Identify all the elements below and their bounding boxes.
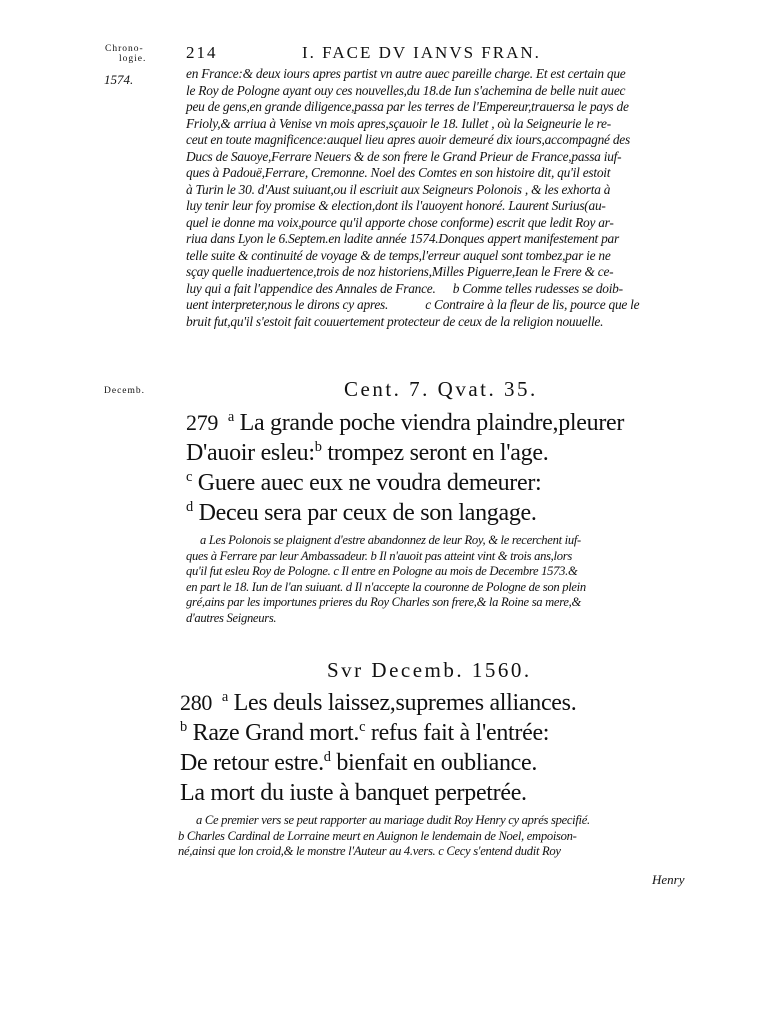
prose-line (186, 281, 714, 298)
prose-block (186, 66, 714, 330)
verse-text: Deceu sera par ceux de son langage. (198, 500, 537, 526)
verse-text: D'auoir esleu: (186, 440, 315, 466)
prose-line: peu de gens,en grande diligence,passa par les terres de l'Empereur,trauersa le pays de (186, 99, 629, 114)
note-line: gré,ains par les importunes prieres du Roy Charles son frere,& la Roine sa mere,& (186, 595, 581, 609)
verse-line (186, 468, 541, 498)
verse-line (180, 688, 576, 718)
prose-line: Frioly,& arriua à Venise vn mois apres,sçauoir le 18. Iullet , où la Seigneurie le re- (186, 115, 611, 131)
notes-block-279 (186, 533, 720, 626)
section-heading-decemb-1560: Svr Decemb. 1560. (327, 658, 532, 682)
verse-line (180, 778, 527, 808)
note-mark: a (221, 689, 228, 705)
prose-line: à Turin le 30. d'Aust suiuant,ou il escriuit aux Seigneurs Polonois , & les exhorta à (186, 181, 611, 197)
note-mark: d (323, 749, 331, 765)
prose-line-text: luy qui a fait l'appendice des Annales de France. (186, 280, 436, 296)
verse-line (186, 498, 537, 528)
prose-line: en France:& deux iours apres partist vn autre auec pareille charge. Et est certain que (186, 66, 626, 81)
note-mark: b (314, 439, 322, 455)
verse-line (180, 748, 537, 778)
note-line: a Les Polonois se plaignent d'estre abandonnez de leur Roy, & le recerchent iuf- (200, 533, 581, 547)
prose-line: luy tenir leur foy promise & election,dont ils l'auoyent honoré. Laurent Surius(au- (186, 198, 606, 213)
margin-year: 1574. (104, 72, 134, 87)
verse-text: La grande poche viendra plaindre,pleurer (239, 410, 625, 436)
verse-text: trompez seront en l'age. (321, 440, 549, 466)
page-number: 214 (186, 43, 218, 62)
prose-line: Ducs de Sauoye,Ferrare Neuers & de son frere le Grand Prieur de France,passa iuf- (186, 148, 622, 164)
quatrain-number: 280 (180, 690, 213, 715)
quatrain-number: 279 (186, 410, 219, 435)
prose-line: sçay quelle inaduertence,trois de noz historiens,Milles Piguerre,Iean le Frere & ce- (186, 264, 614, 279)
verse-text: Raze Grand mort. (192, 720, 360, 746)
note-line: ques à Ferrare par leur Ambassadeur. b Il n'auoit pas atteint vint & trois ans,lors (186, 548, 572, 563)
verse-line (180, 718, 549, 748)
prose-line: quel ie donne ma voix,pource qu'il apporte chose conforme) escrit que ledit Roy ar- (186, 214, 614, 230)
margin-label-line1: Chrono- (105, 44, 144, 54)
note-mark: c (186, 469, 193, 485)
note-line: a Ce premier vers se peut rapporter au mariage dudit Roy Henry cy aprés specifié. (196, 813, 590, 827)
note-mark: a (227, 409, 234, 425)
prose-line-text: uent interpreter,nous le dirons cy apres. (186, 297, 389, 312)
note-line: b Charles Cardinal de Lorraine meurt en Auignon le lendemain de Noel, empoison- (178, 828, 577, 843)
prose-line: riua dans Lyon le 6.Septem.en ladite année 1574.Donques appert manifestement par (186, 231, 619, 246)
verse-text: refus fait à l'entrée: (370, 720, 550, 746)
margin-decemb: Decemb. (104, 386, 146, 396)
verse-line (186, 408, 624, 438)
prose-note-b: b Comme telles rudesses se doib- (452, 280, 623, 296)
verse-text: Guere auec eux ne voudra demeurer: (197, 470, 542, 496)
catchword: Henry (652, 872, 685, 887)
verse-line (186, 438, 548, 468)
verse-text: Les deuls laissez,supremes alliances. (233, 690, 577, 716)
margin-label-chronologie (105, 44, 146, 64)
prose-note-c: c Contraire à la fleur de lis, pource que le (425, 297, 640, 312)
running-title: I. FACE DV IANVS FRAN. (302, 43, 541, 62)
margin-label-line2: logie. (119, 54, 147, 64)
note-line: qu'il fut esleu Roy de Pologne. c Il entre en Pologne au mois de Decembre 1573.& (186, 564, 578, 578)
note-line: né,ainsi que lon croid,& le monstre l'Auteur au 4.vers. c Cecy s'entend dudit Roy (178, 844, 561, 858)
prose-line: le Roy de Pologne ayant ouy ces nouvelles,du 18.de Iun s'achemina de belle nuit auec (186, 82, 626, 98)
verse-text: bienfait en oubliance. (330, 750, 538, 776)
note-mark: d (186, 499, 193, 515)
prose-line (186, 297, 714, 314)
notes-block-280 (178, 813, 716, 860)
prose-line: telle suite & continuité de voyage & de temps,l'erreur auquel sont tombez,par ie ne (186, 247, 611, 263)
prose-line: ques à Padouë,Ferrare, Cremonne. Noel des Comtes en son histoire dit, qu'il estoit (186, 165, 611, 180)
section-heading-cent7: Cent. 7. Qvat. 35. (344, 377, 538, 401)
note-line: en part le 18. Iun de l'an suiuant. d Il n'accepte la couronne de Pologne de son plein (186, 579, 586, 594)
prose-line: ceut en toute magnificence:auquel lieu apres auoir demeuré dix iours,accompagné des (186, 132, 630, 147)
note-mark: c (359, 719, 366, 735)
verse-text: La mort du iuste à banquet perpetrée. (180, 780, 527, 806)
note-line: d'autres Seigneurs. (186, 610, 277, 625)
note-mark: b (180, 719, 187, 735)
verse-text: De retour estre. (180, 750, 324, 776)
prose-line: bruit fut,qu'il s'estoit fait couuertement protecteur de ceux de la religion nouuelle. (186, 313, 604, 329)
